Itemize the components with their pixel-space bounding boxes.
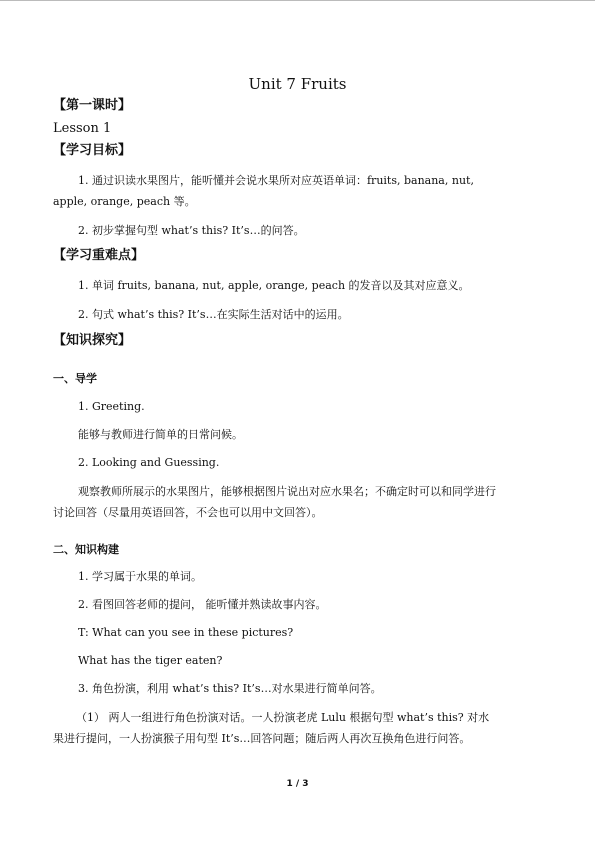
key-point-2: 2. 句式 what’s this? It’s…在实际生活对话中的运用。	[78, 308, 349, 321]
page-top-border	[0, 0, 595, 1]
section-2-item-1: 1. 学习属于水果的单词。	[78, 570, 202, 583]
goal-1-line-2: apple, orange, peach 等。	[53, 195, 196, 208]
goals-heading: 【学习目标】	[53, 143, 132, 158]
key-points-heading: 【学习重难点】	[53, 248, 145, 263]
explore-heading: 【知识探究】	[53, 333, 132, 348]
section-1-item-1-desc: 能够与教师进行简单的日常问候。	[78, 428, 243, 441]
section-2-question-1: T: What can you see in these pictures?	[78, 626, 294, 639]
section-1-heading: 一、导学	[53, 372, 97, 385]
section-1-item-2: 2. Looking and Guessing.	[78, 456, 220, 469]
key-point-1: 1. 单词 fruits, banana, nut, apple, orange, peach 的发音以及其对应意义。	[78, 279, 470, 292]
goal-1-line-1: 1. 通过识读水果图片，能听懂并会说水果所对应英语单词：fruits, banana, nut,	[78, 174, 474, 187]
section-2-item-3-1-line-1: （1） 两人一组进行角色扮演对话。一人扮演老虎 Lulu 根据句型 what’s this? 对水	[76, 711, 490, 724]
section-1-item-1: 1. Greeting.	[78, 400, 145, 413]
section-2-heading: 二、知识构建	[53, 543, 119, 556]
lesson-label: Lesson 1	[53, 121, 112, 136]
section-2-item-3-1-line-2: 果进行提问，一人扮演猴子用句型 It’s…回答问题；随后两人再次互换角色进行问答。	[53, 732, 471, 745]
section-1-item-2-desc-line-1: 观察教师所展示的水果图片，能够根据图片说出对应水果名；不确定时可以和同学进行	[78, 485, 496, 498]
section-2-question-2: What has the tiger eaten?	[78, 654, 223, 667]
section-2-item-3: 3. 角色扮演，利用 what’s this? It’s…对水果进行简单问答。	[78, 682, 382, 695]
page-number: 1 / 3	[286, 779, 309, 789]
period-heading: 【第一课时】	[53, 98, 132, 113]
goal-2: 2. 初步掌握句型 what’s this? It’s…的问答。	[78, 224, 305, 237]
section-1-item-2-desc-line-2: 讨论回答（尽量用英语回答，不会也可以用中文回答）。	[53, 506, 323, 519]
document-title: Unit 7 Fruits	[248, 75, 347, 93]
section-2-item-2: 2. 看图回答老师的提问， 能听懂并熟读故事内容。	[78, 598, 327, 611]
